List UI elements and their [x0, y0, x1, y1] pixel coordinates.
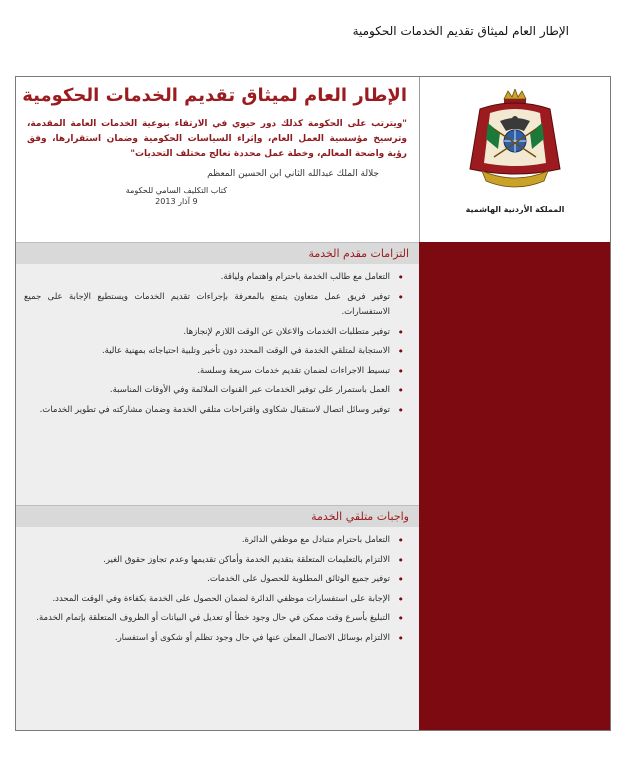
emblem-caption: المملكة الأردنية الهاشمية [465, 205, 565, 214]
provider-section-header [16, 242, 419, 264]
page-heading: الإطار العام لميثاق تقديم الخدمات الحكومية [352, 24, 569, 38]
main-title: الإطار العام لميثاق تقديم الخدمات الحكومية [22, 85, 407, 106]
recipient-section-title: واجبات متلقي الخدمة [311, 510, 409, 523]
recipient-section-header [16, 505, 419, 527]
emblem-panel [419, 77, 610, 242]
maroon-side-panel [419, 242, 610, 730]
list-item: • توفير جميع الوثائق المطلوبة للحصول على الخدمات. [24, 572, 404, 588]
list-item: • تبسيط الاجراءات لضمان تقديم خدمات سريعة وسلسة. [24, 364, 404, 380]
provider-section-title: التزامات مقدم الخدمة [308, 247, 409, 260]
list-item: • الالتزام بالتعليمات المتعلقة بتقديم الخدمة وأماكن تقديمها وعدم تجاوز حقوق الغير. [24, 553, 404, 569]
royal-quote: "ويترتب على الحكومة كذلك دور حيوي في الارتقاء بنوعية الخدمات العامة المقدمة، وترسيخ مؤسسية العمل العام، وإثراء السياسات الحكومية وضمان استقرارها، وفق رؤية واضحة المعالم، وخطة عمل محددة تعالج مختلف التحديات" [27, 119, 407, 159]
letter-name: كتاب التكليف السامي للحكومة [125, 186, 227, 195]
list-item: • التعامل مع طالب الخدمة باحترام واهتمام ولياقة. [24, 270, 404, 286]
list-item: • توفير فريق عمل متعاون يتمتع بالمعرفة بإجراءات تقديم الخدمات ويستطيع الإجابة على جميع الاستفسارات. [24, 290, 404, 321]
list-item: • التعامل باحترام متبادل مع موظفي الدائرة. [24, 533, 404, 549]
coat-of-arms-icon [460, 89, 570, 194]
letter-date: 9 آذار 2013 [155, 197, 198, 206]
letter-reference [126, 185, 227, 207]
list-item: • الاستجابة لمتلقي الخدمة في الوقت المحدد دون تأخير وتلبية احتياجاته بمهنية عالية. [24, 344, 404, 360]
header-panel [16, 77, 419, 242]
list-item: • توفير وسائل اتصال لاستقبال شكاوى واقتراحات متلقي الخدمة وضمان مشاركته في تطوير الخدمات. [24, 403, 404, 419]
list-item: • الإجابة على استفسارات موظفي الدائرة لضمان الحصول على الخدمة بكفاءة وفي الوقت المحدد. [24, 592, 404, 608]
quote-author: جلالة الملك عبدالله الثاني ابن الحسين المعظم [207, 169, 379, 179]
charter-frame [15, 76, 611, 731]
recipient-duties-list [24, 533, 404, 650]
provider-obligations-list [24, 270, 404, 422]
list-item: • العمل باستمرار على توفير الخدمات عبر القنوات الملائمة وفي الأوقات المناسبة. [24, 383, 404, 399]
list-item: • الالتزام بوسائل الاتصال المعلن عنها في حال وجود تظلم أو شكوى أو استفسار. [24, 631, 404, 647]
list-item: • التبليغ بأسرع وقت ممكن في حال وجود خطأ أو تعديل في البيانات أو الظروف المتعلقة بإتمام الخدمة. [24, 611, 404, 627]
list-item: • توفير متطلبات الخدمات والاعلان عن الوقت اللازم لإنجازها. [24, 325, 404, 341]
